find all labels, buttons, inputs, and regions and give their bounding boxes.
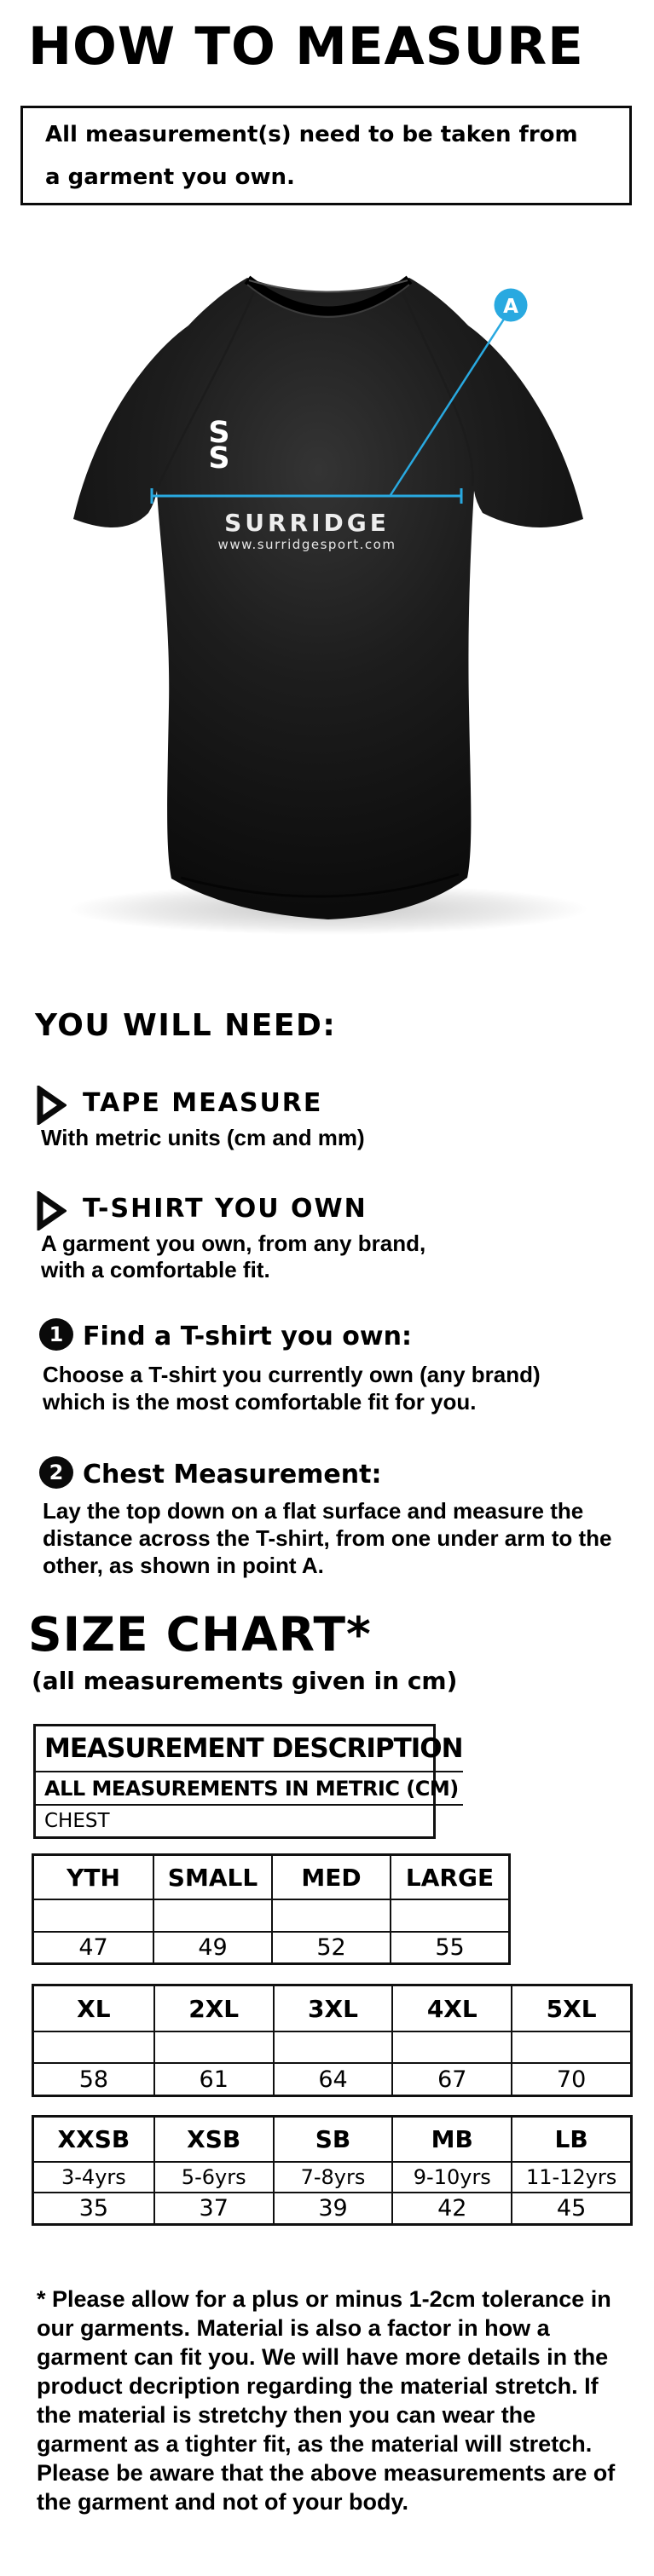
table-header-cell: 2XL: [153, 1986, 273, 2031]
table-cell: [153, 1899, 271, 1931]
table-header-cell: XL: [77, 1994, 111, 2023]
table-header-cell: XSB: [153, 2118, 273, 2161]
notice-text: All measurement(s) need to be taken from a garment you own.: [45, 121, 578, 190]
table-cell: [391, 2031, 511, 2062]
you-will-need-heading: YOU WILL NEED:: [35, 1008, 337, 1043]
step-2-description: Lay the top down on a flat surface and measure the distance across the T-shirt, from one under arm to the other, as shown in point A.: [43, 1498, 612, 1578]
table-cell: [273, 2031, 392, 2062]
table-header-cell: LARGE: [390, 1856, 508, 1899]
table-value-cell: 58: [34, 2062, 153, 2095]
table-value-cell: 64: [273, 2062, 392, 2095]
table-value-cell: 52: [271, 1931, 390, 1962]
table-value-cell: 39: [273, 2192, 392, 2223]
table-value-cell: 49: [153, 1931, 271, 1962]
point-a-label: A: [503, 296, 518, 318]
table-value-cell: 61: [153, 2062, 273, 2095]
table-header-cell: 5XL: [511, 1986, 630, 2031]
brand-url-text: www.surridgesport.com: [217, 537, 396, 552]
item-title-tshirt-you-own: T-SHIRT YOU OWN: [83, 1194, 368, 1224]
table-header-cell: SB: [273, 2118, 392, 2161]
bullet-triangle-icon: [36, 1191, 67, 1230]
table-header-cell: 3XL: [273, 1986, 392, 2031]
page-title: HOW TO MEASURE: [28, 16, 584, 77]
table-age-cell: 11-12yrs: [511, 2161, 630, 2192]
bullet-triangle-icon: [36, 1086, 67, 1125]
table-value-cell: 47: [34, 1931, 153, 1962]
step-1-description: Choose a T-shirt you currently own (any brand) which is the most comfortable fit for you.: [43, 1362, 541, 1415]
step-1-title: Find a T-shirt you own:: [83, 1322, 412, 1351]
table-value-cell: 37: [153, 2192, 273, 2223]
monogram-bottom: S: [208, 441, 230, 475]
table-header-cell: 4XL: [391, 1986, 511, 2031]
item-desc-tape-measure: With metric units (cm and mm): [41, 1125, 365, 1150]
table-header-cell: SMALL: [153, 1856, 271, 1899]
table-cell: CHEST: [36, 1804, 463, 1836]
size-chart-heading: SIZE CHART*: [28, 1607, 372, 1662]
size-table-adult-large: [32, 1984, 633, 2097]
step-number-badge: 1: [39, 1318, 73, 1351]
table-age-cell: 7-8yrs: [273, 2161, 392, 2192]
step-2-title: Chest Measurement:: [83, 1460, 382, 1490]
table-cell: [511, 2031, 630, 2062]
measurement-description-table: [33, 1724, 463, 1839]
table-cell: [271, 1899, 390, 1931]
table-cell: ALL MEASUREMENTS IN METRIC (CM): [36, 1771, 463, 1804]
table-age-cell: 5-6yrs: [153, 2161, 273, 2192]
monogram-top: S: [208, 416, 230, 450]
table-value-cell: 55: [390, 1931, 508, 1962]
table-value-cell: 67: [391, 2062, 511, 2095]
table-cell: MEASUREMENT DESCRIPTION: [44, 1733, 463, 1764]
table-cell: [34, 2031, 153, 2062]
table-cell: [34, 1899, 153, 1931]
item-desc-tshirt-you-own: A garment you own, from any brand, with a comfortable fit.: [41, 1230, 426, 1282]
table-cell: [153, 2031, 273, 2062]
table-value-cell: 42: [391, 2192, 511, 2223]
notice-box: [20, 106, 632, 205]
table-value-cell: 45: [511, 2192, 630, 2223]
size-table-adult-small: [32, 1853, 511, 1965]
step-number-badge: 2: [39, 1456, 73, 1489]
table-header-cell: MED: [271, 1856, 390, 1899]
tshirt-illustration: [51, 264, 605, 937]
size-chart-subheading: (all measurements given in cm): [32, 1667, 458, 1695]
table-age-cell: 9-10yrs: [391, 2161, 511, 2192]
table-value-cell: 70: [511, 2062, 630, 2095]
table-age-cell: 3-4yrs: [34, 2161, 153, 2192]
table-header-cell: LB: [511, 2118, 630, 2161]
table-header-cell: YTH: [67, 1863, 120, 1892]
tshirt-shape: [73, 278, 583, 919]
table-header-cell: MB: [391, 2118, 511, 2161]
item-title-tape-measure: TAPE MEASURE: [83, 1088, 323, 1118]
table-value-cell: 35: [34, 2192, 153, 2223]
tolerance-footnote: * Please allow for a plus or minus 1-2cm tolerance in our garments. Material is also a factor in how a garment can fit you. We will have more details in the product decription regarding the material stretch. If the material is stretchy then you can wear the garment as a tighter fit, as the material will stretch. Please be aware that the above measurements are of the garment and not of your body.: [37, 2286, 616, 2515]
table-header-cell: XXSB: [57, 2125, 130, 2153]
size-table-junior: [32, 2115, 633, 2226]
tshirt-figure: [51, 264, 605, 937]
brand-text: SURRIDGE: [224, 509, 390, 537]
table-cell: [390, 1899, 508, 1931]
